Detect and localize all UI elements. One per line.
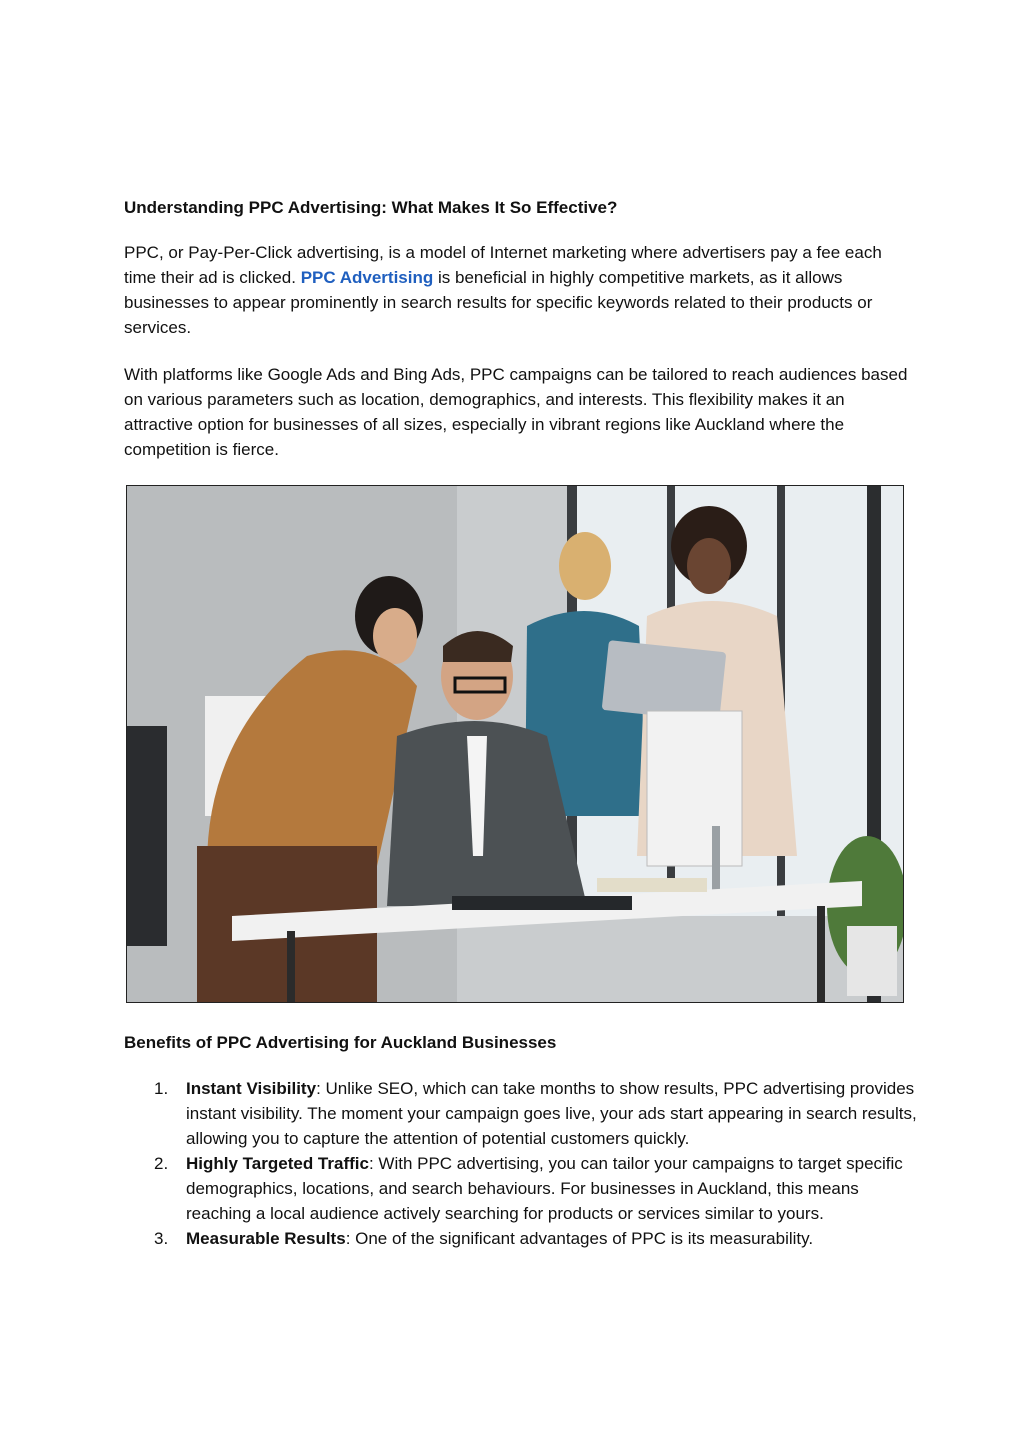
- section-heading-understanding-ppc: Understanding PPC Advertising: What Makes It So Effective?: [124, 198, 618, 217]
- intro-text-start: PPC, or Pay-Per-Click advertising, is a model of Internet marketing where advertisers pay a fee each time their ad is clicked.: [124, 243, 882, 287]
- list-item-title: Measurable Results: [186, 1229, 346, 1248]
- list-item-text: : With PPC advertising, you can tailor your campaigns to target specific demographics, locations, and search behaviours. For businesses in Auckland, this means reaching a local audience actively searching for products or services similar to yours.: [186, 1154, 903, 1223]
- list-item-title: Highly Targeted Traffic: [186, 1154, 369, 1173]
- section-heading-benefits: Benefits of PPC Advertising for Auckland Businesses: [124, 1033, 557, 1052]
- list-number: 2.: [154, 1154, 169, 1173]
- list-number: 1.: [154, 1079, 169, 1098]
- list-item-title: Instant Visibility: [186, 1079, 317, 1098]
- list-item-text: : Unlike SEO, which can take months to show results, PPC advertising provides instant visibility. The moment your campaign goes live, your ads start appearing in search results, allowing you to capture the attention of potential customers quickly.: [186, 1079, 917, 1148]
- list-item: [124, 1226, 924, 1251]
- list-item: [124, 1151, 924, 1226]
- platforms-paragraph: With platforms like Google Ads and Bing Ads, PPC campaigns can be tailored to reach audiences based on various parameters such as location, demographics, and interests. This flexibility makes it an attractive option for businesses of all sizes, especially in vibrant regions like Auckland where the competition is fierce.: [124, 365, 908, 459]
- benefits-list: [124, 1076, 924, 1251]
- list-number: 3.: [154, 1229, 169, 1248]
- list-item-text: : One of the significant advantages of PPC is its measurability.: [345, 1229, 814, 1248]
- office-team-photo: [126, 485, 904, 1003]
- ppc-advertising-link[interactable]: PPC Advertising: [300, 268, 434, 287]
- intro-paragraph: [124, 240, 914, 340]
- intro-text-end: is beneficial in highly competitive markets, as it allows businesses to appear prominently in search results for specific keywords related to their products or services.: [124, 268, 873, 337]
- office-team-illustration: [127, 486, 903, 1002]
- list-item: [124, 1076, 924, 1151]
